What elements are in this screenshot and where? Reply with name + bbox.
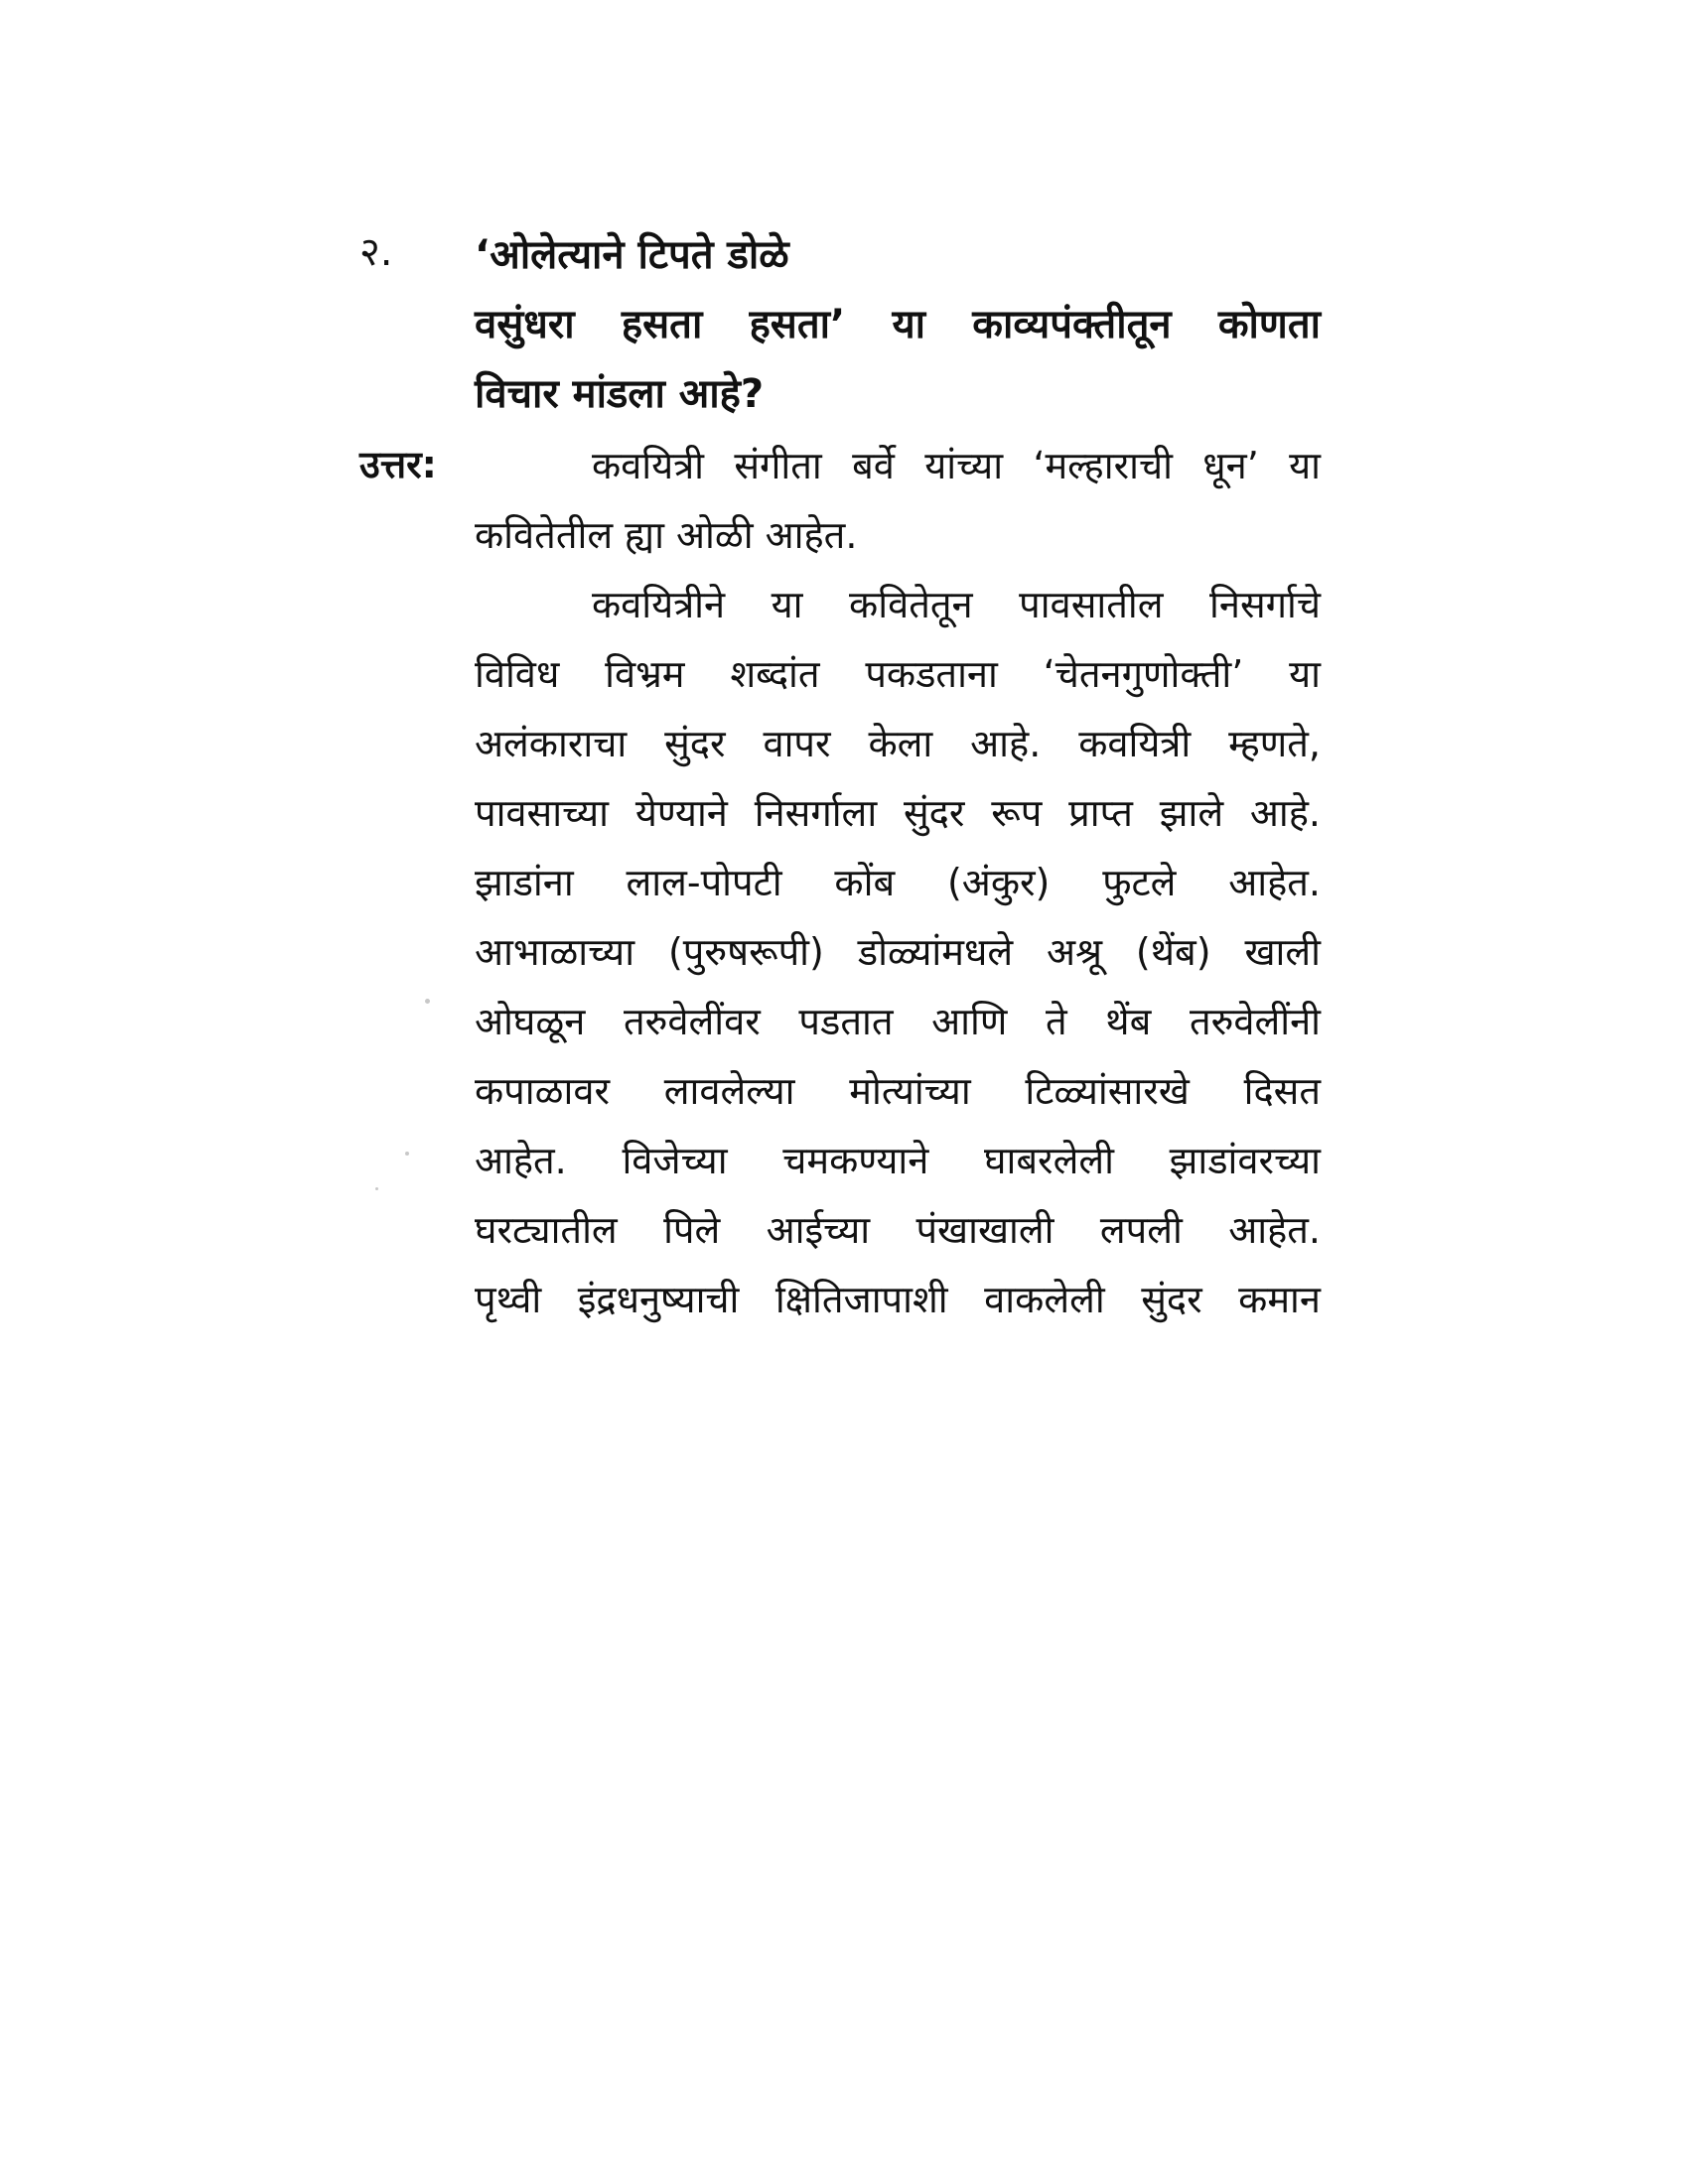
scan-speck [405,1152,409,1156]
question-line: विचार मांडला आहे? [475,371,765,417]
answer-line: अलंकाराचा सुंदर वापर केला आहे. कवयित्री म्हणते, [475,722,1321,765]
answer-label: उत्तर: [359,443,437,486]
answer-line: विविध विभ्रम शब्दांत पकडताना ‘चेतनगुणोक्ती’ या [475,652,1321,696]
answer-line: पृथ्वी इंद्रधनुष्याची क्षितिजापाशी वाकलेली सुंदर कमान [475,1278,1321,1321]
answer-line: घरट्यातील पिले आईच्या पंखाखाली लपली आहेत. [475,1208,1321,1252]
scan-speck [375,1187,378,1190]
question-number: २. [359,229,393,275]
answer-line: पावसाच्या येण्याने निसर्गाला सुंदर रूप प्राप्त झाले आहे. [475,791,1321,835]
question-line: ‘ओलेत्याने टिपते डोळे [475,232,789,278]
answer-body [475,431,1321,1334]
answer-line: ओघळून तरुवेलींवर पडतात आणि ते थेंब तरुवेलींनी [475,1000,1321,1043]
question-text [475,220,1321,429]
answer-line: आभाळाच्या (पुरुषरूपी) डोळ्यांमधले अश्रू (थेंब) खाली [475,930,1321,974]
answer-line: कवयित्री संगीता बर्वे यांच्या ‘मल्हाराची धून’ या [592,444,1321,487]
scan-speck [425,999,430,1004]
answer-line: आहेत. विजेच्या चमकण्याने घाबरलेली झाडांवरच्या [475,1139,1321,1182]
question-line: वसुंधरा हसता हसता’ या काव्यपंक्तीतून कोणता [475,302,1321,347]
answer-line: कवयित्रीने या कवितेतून पावसातील निसर्गाचे [592,583,1321,626]
answer-line: झाडांना लाल-पोपटी कोंब (अंकुर) फुटले आहेत. [475,861,1321,904]
answer-line: कवितेतील ह्या ओळी आहेत. [475,513,858,557]
answer-line: कपाळावर लावलेल्या मोत्यांच्या टिळ्यांसारखे दिसत [475,1069,1321,1113]
